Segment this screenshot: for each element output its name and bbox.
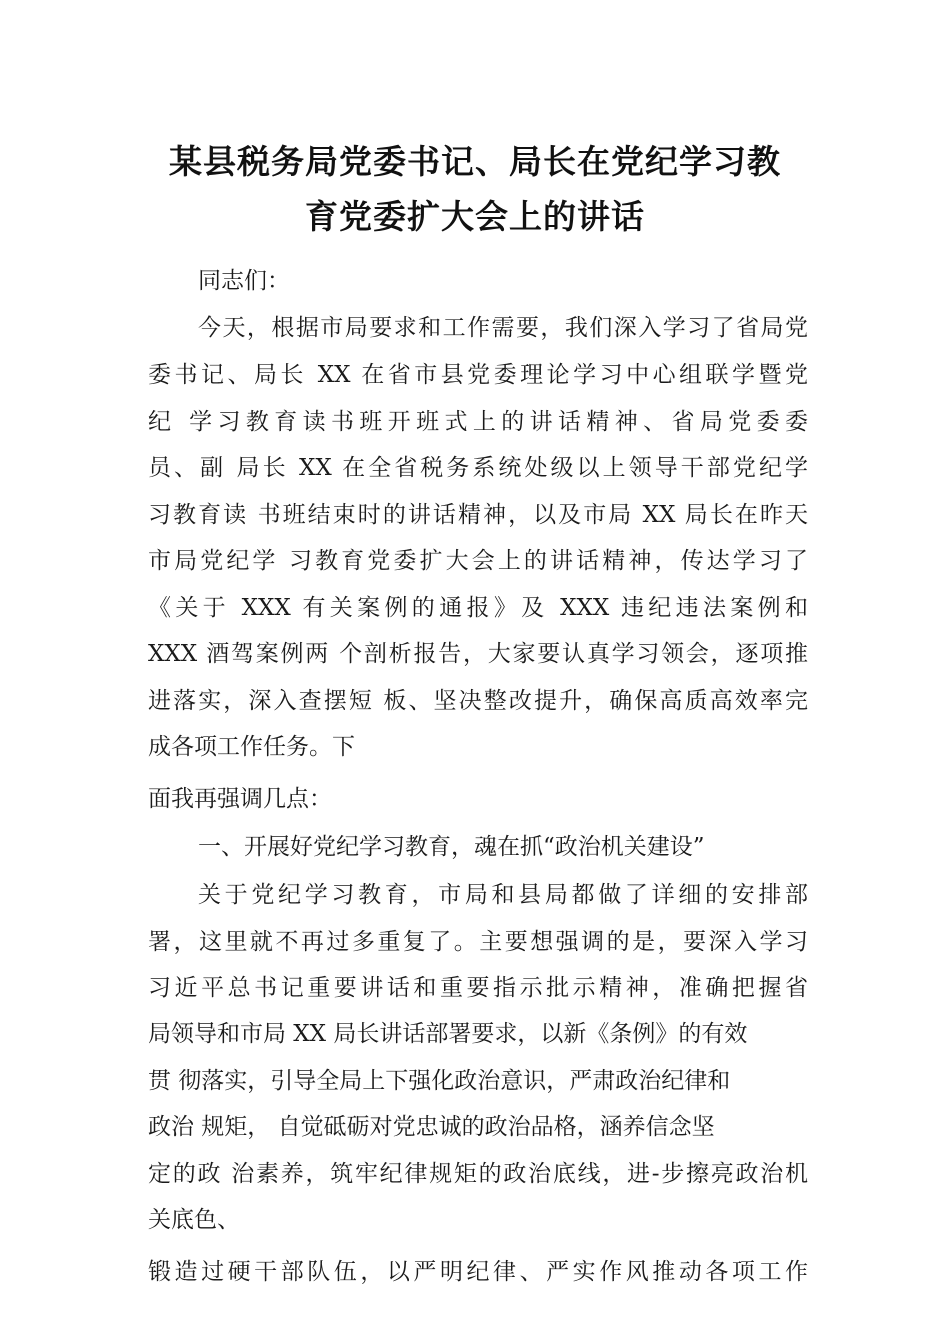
paragraph-1-line: XXX 酒驾案例两 个剖析报告，大家要认真学习领会，逐项推 (148, 641, 808, 667)
paragraph-2-line: 政治 规矩， 自觉砥砺对党忠诚的政治品格，涵养信念坚 (148, 1114, 715, 1140)
paragraph-1-line: 委书记、局长 XX 在省市县党委理论学习中心组联学暨党 (148, 362, 808, 388)
paragraph-2-line: 关底色、 (148, 1207, 240, 1233)
paragraph-1-line: 习教育读 书班结束时的讲话精神，以及市局 XX 局长在昨天 (148, 502, 808, 528)
salutation: 同志们： (198, 268, 290, 294)
paragraph-1-line: 纪 学习教育读书班开班式上的讲话精神、省局党委委 (148, 409, 808, 435)
paragraph-1-line: 成各项工作任务。下 (148, 734, 355, 760)
paragraph-1-line: 今天，根据市局要求和工作需要，我们深入学习了省局党 (198, 315, 808, 341)
paragraph-1-tail: 面我再强调几点： (148, 786, 332, 812)
paragraph-1-line: 进落实，深入查摆短 板、坚决整改提升，确保高质高效率完 (148, 688, 808, 714)
paragraph-1-line: 员、副 局长 XX 在全省税务系统处级以上领导干部党纪学 (148, 455, 808, 481)
paragraph-2-line: 局领导和市局 XX 局长讲话部署要求，以新《条例》的有效 (148, 1021, 748, 1047)
paragraph-2-line: 署，这里就不再过多重复了。主要想强调的是，要深入学习 (148, 929, 808, 955)
paragraph-2-line: 关于党纪学习教育，市局和县局都做了详细的安排部 (198, 882, 808, 908)
title-line-1: 某县税务局党委书记、局长在党纪学习教 (169, 142, 781, 181)
paragraph-1-line: 市局党纪学 习教育党委扩大会上的讲话精神，传达学习了 (148, 548, 808, 574)
paragraph-2-line: 贯 彻落实，引导全局上下强化政治意识，严肃政治纪律和 (148, 1068, 731, 1094)
title-line-2: 育党委扩大会上的讲话 (305, 197, 645, 236)
paragraph-1-line: 《关于 XXX 有关案例的通报》及 XXX 违纪违法案例和 (148, 595, 808, 621)
paragraph-2-line: 习近平总书记重要讲话和重要指示批示精神，准确把握省 (148, 975, 808, 1001)
section-heading-1: 一、开展好党纪学习教育，魂在抓“政治机关建设” (198, 834, 705, 860)
paragraph-3-line: 锻造过硬干部队伍，以严明纪律、严实作风推动各项工作 (148, 1259, 808, 1285)
paragraph-2-line: 定的政 治素养，筑牢纪律规矩的政治底线，进-步擦亮政治机 (148, 1161, 808, 1187)
document-title (140, 134, 810, 244)
